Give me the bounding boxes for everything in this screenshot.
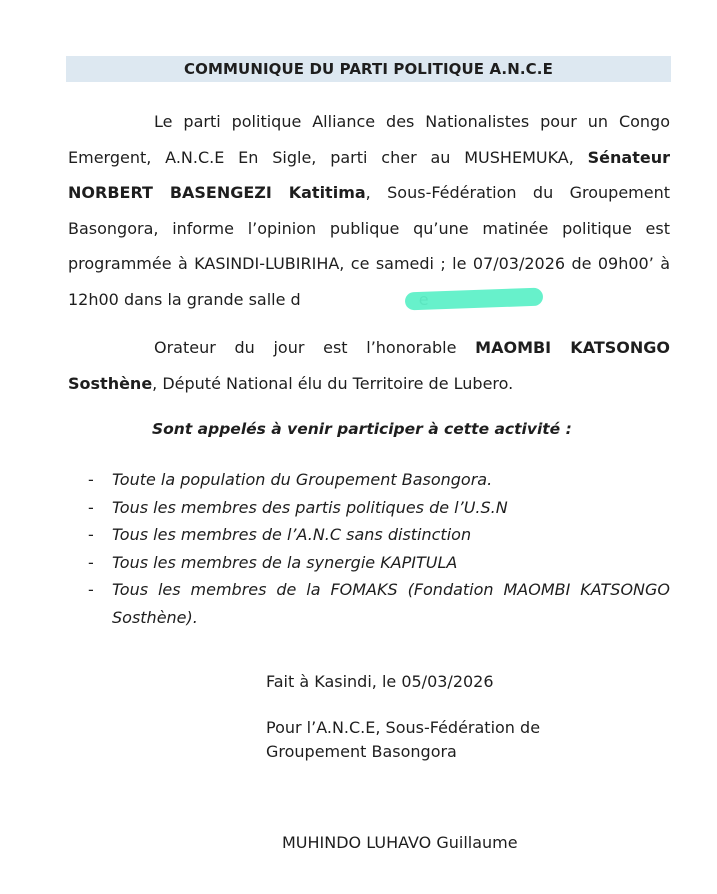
paragraph-speaker — [68, 330, 670, 401]
attendees-heading: Sont appelés à venir participer à cette activité : — [152, 420, 572, 438]
list-item: - Toute la population du Groupement Basongora. — [88, 466, 670, 494]
attendees-list — [88, 466, 670, 631]
list-item: - Tous les membres de la FOMAKS (Fondation MAOMBI KATSONGO Sosthène). — [88, 576, 670, 631]
senator-name: Sénateur NORBERT BASENGEZI Katitima — [68, 147, 670, 202]
bullet-dash: - — [88, 580, 94, 599]
announcement-text-1: Le parti politique Alliance des Nationalistes pour un Congo Emergent, A.N.C.E En Sigle, parti cher au MUSHEMUKA, — [68, 112, 670, 167]
place-date: Fait à Kasindi, le 05/03/2026 — [266, 672, 494, 691]
signatory-name: MUHINDO LUHAVO Guillaume — [282, 833, 518, 852]
bullet-dash: - — [88, 470, 94, 489]
speaker-text-1: Orateur du jour est l’honorable — [154, 338, 476, 357]
signature-organization: Pour l’A.N.C.E, Sous-Fédération de Groupement Basongora — [266, 718, 541, 761]
bullet-dash: - — [88, 497, 94, 517]
document-title: COMMUNIQUE DU PARTI POLITIQUE A.N.C.E — [66, 56, 671, 82]
speaker-name: MAOMBI KATSONGO Sosthène — [68, 338, 671, 393]
bullet-dash: - — [88, 525, 94, 544]
list-item: - Tous les membres de l’A.N.C sans distinction — [88, 521, 670, 549]
list-item: - Tous les membres des partis politiques de l’U.S.N — [88, 494, 670, 522]
announcement-text-2: , Sous-Fédération du Groupement Basongora, informe l’opinion publique qu’une matinée politique est programmée à KASINDI-LUBIRIHA, ce samedi ; le 07/03/2026 de 09h00’ à 12h00 dans la grande salle d — [68, 183, 671, 309]
bullet-dash: - — [88, 552, 94, 572]
speaker-text-2: , Député National élu du Territoire de Lubero. — [152, 373, 514, 393]
paragraph-announcement — [68, 104, 670, 317]
list-item: - Tous les membres de la synergie KAPITULA — [88, 549, 670, 577]
